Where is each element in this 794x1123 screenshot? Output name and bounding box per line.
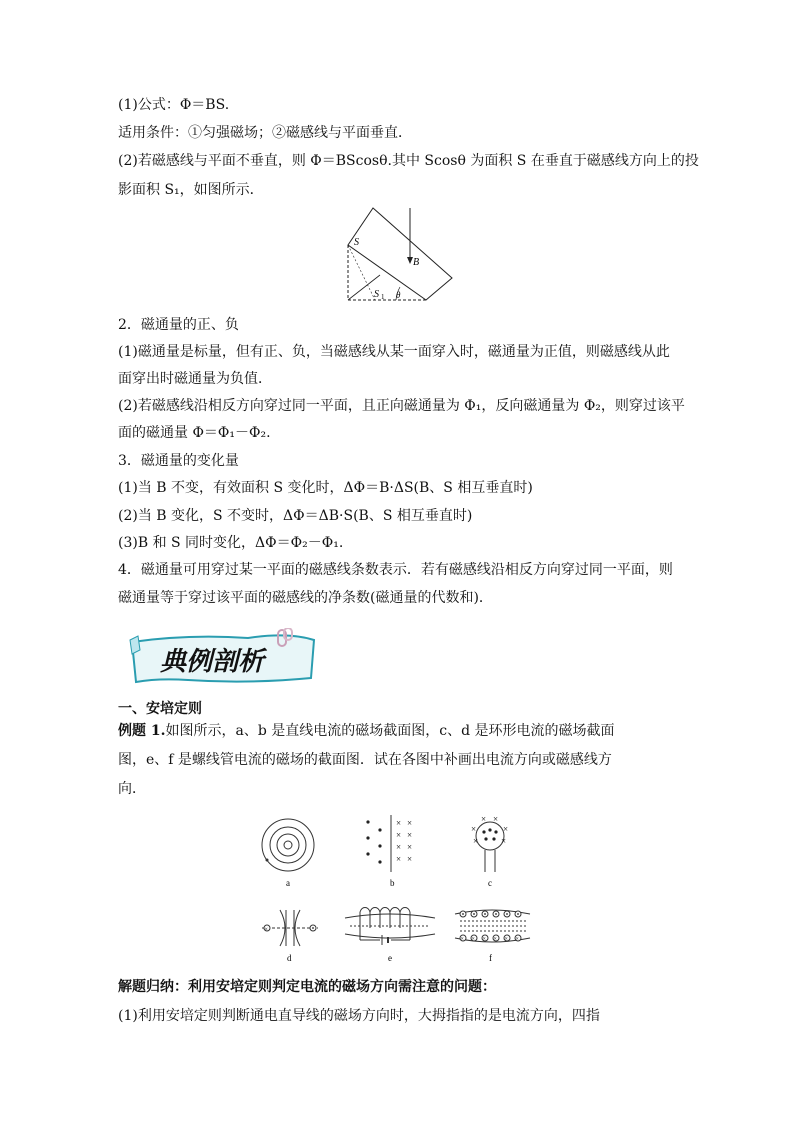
label-theta: θ: [396, 290, 401, 300]
example-label: 例题 1.: [118, 723, 166, 739]
svg-text:×: ×: [493, 814, 499, 824]
svg-text:×: ×: [396, 854, 402, 864]
text-line: (2)当 B 变化，S 不变时，ΔΦ＝ΔB·S(B、S 相互垂直时): [118, 508, 473, 524]
example-line-1: [118, 722, 615, 740]
svg-text:×: ×: [473, 836, 479, 846]
svg-text:×: ×: [504, 936, 508, 943]
figure-e: [345, 908, 435, 964]
text-line: 面穿出时磁通量为负值．: [118, 371, 272, 387]
text-line: (1)磁通量是标量，但有正、负，当磁感线从某一面穿入时，磁通量为正值，则磁感线从此: [118, 344, 670, 360]
figure-c: [471, 814, 508, 888]
summary-line: 解题归纳：利用安培定则判定电流的磁场方向需注意的问题：: [118, 979, 496, 995]
flux-projection-figure: [340, 205, 458, 305]
label-S: S: [354, 237, 359, 248]
svg-text:×: ×: [503, 824, 509, 834]
svg-text:×: ×: [264, 927, 268, 933]
svg-text:e: e: [388, 953, 392, 963]
svg-text:×: ×: [407, 830, 413, 840]
svg-text:c: c: [488, 878, 492, 888]
label-B: B: [413, 257, 420, 268]
example-line-2: 图，e、f 是螺线管电流的磁场的截面图．试在各图中补画出电流方向或磁感线方: [118, 752, 612, 768]
text-line: (1)利用安培定则判断通电直导线的磁场方向时，大拇指指的是电流方向，四指: [118, 1008, 600, 1024]
svg-text:a: a: [286, 878, 290, 888]
text-line: 磁通量等于穿过该平面的磁感线的净条数(磁通量的代数和)．: [118, 590, 493, 606]
svg-text:×: ×: [515, 936, 519, 943]
banner-title: 典例剖析: [160, 647, 265, 677]
example-text: 如图所示，a、b 是直线电流的磁场截面图，c、d 是环形电流的磁场截面: [165, 723, 615, 739]
condition-line: 适用条件：①匀强磁场；②磁感线与平面垂直．: [118, 125, 412, 141]
svg-text:×: ×: [493, 936, 497, 943]
svg-text:d: d: [287, 953, 292, 963]
svg-text:×: ×: [471, 936, 475, 943]
text-line: 影面积 S₁，如图所示．: [118, 182, 264, 198]
svg-text:×: ×: [460, 936, 464, 943]
label-S1-sub: 1: [381, 293, 385, 301]
svg-text:×: ×: [396, 842, 402, 852]
magnetic-fields-figure: [250, 810, 550, 965]
label-S1: S: [374, 289, 379, 300]
svg-text:f: f: [489, 953, 492, 963]
text-line: (2)若磁感线与平面不垂直，则 Φ＝BScosθ.其中 Scosθ 为面积 S 在垂直于磁感线方向上的投: [118, 153, 699, 169]
heading-3: 3．磁通量的变化量: [118, 453, 239, 469]
svg-text:b: b: [390, 878, 395, 888]
figure-d: [262, 910, 318, 963]
heading-2: 2．磁通量的正、负: [118, 317, 239, 333]
svg-text:×: ×: [407, 842, 413, 852]
text-line: (1)当 B 不变，有效面积 S 变化时，ΔΦ＝B·ΔS(B、S 相互垂直时): [118, 480, 533, 496]
svg-text:×: ×: [471, 824, 477, 834]
svg-text:×: ×: [407, 854, 413, 864]
text-line: (2)若磁感线沿相反方向穿过同一平面，且正向磁通量为 Φ₁，反向磁通量为 Φ₂，则穿过该平: [118, 398, 685, 414]
example-banner: [128, 628, 318, 686]
formula-line: (1)公式：Φ＝BS.: [118, 97, 230, 113]
text-line: (3)B 和 S 同时变化，ΔΦ＝Φ₂－Φ₁.: [118, 535, 344, 551]
text-line: 面的磁通量 Φ＝Φ₁－Φ₂.: [118, 425, 271, 441]
svg-text:×: ×: [396, 818, 402, 828]
figure-f: [455, 910, 530, 963]
figure-a: [262, 819, 314, 888]
svg-text:×: ×: [481, 814, 487, 824]
text-line: 4．磁通量可用穿过某一平面的磁感线条数表示．若有磁感线沿相反方向穿过同一平面，则: [118, 562, 673, 578]
svg-text:×: ×: [396, 830, 402, 840]
figure-b: [366, 815, 412, 888]
section-title: 一、安培定则: [118, 701, 202, 717]
example-line-3: 向．: [118, 781, 146, 797]
banner-graphic: [128, 628, 318, 686]
svg-text:×: ×: [482, 936, 486, 943]
svg-text:×: ×: [501, 836, 507, 846]
svg-text:×: ×: [407, 818, 413, 828]
